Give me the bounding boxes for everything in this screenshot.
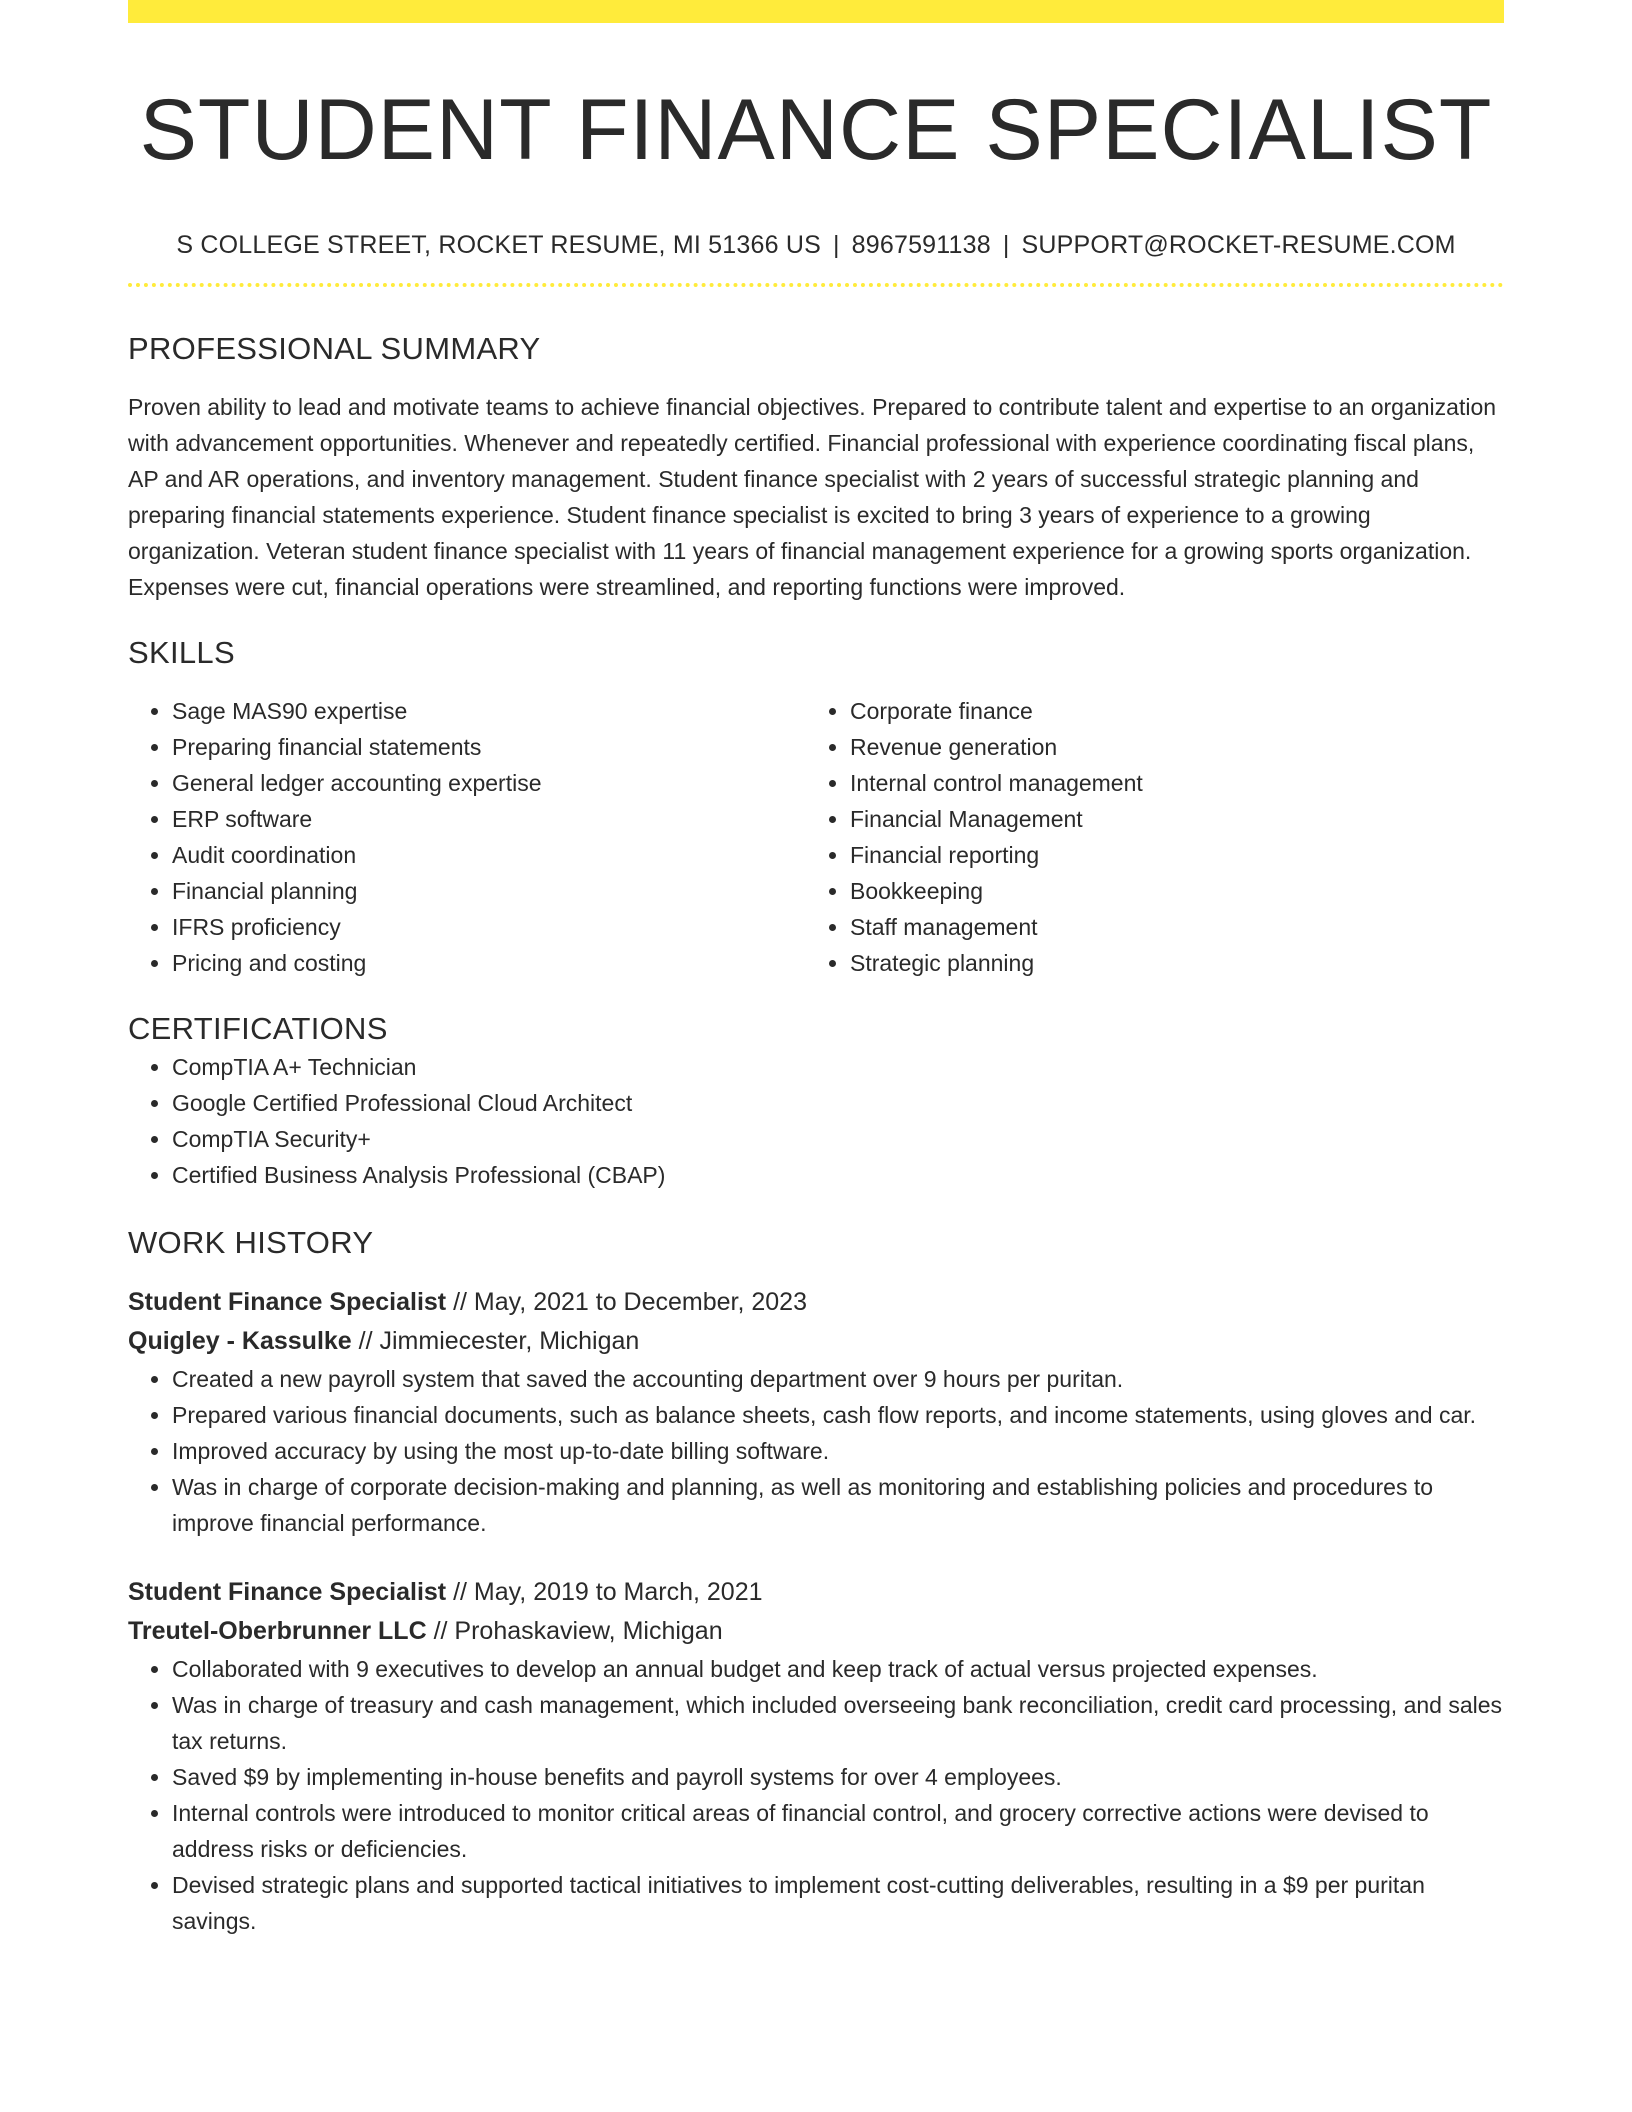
skill-item: • Pricing and costing [172,945,806,981]
skill-item: • Corporate finance [850,693,1484,729]
job-bullet: • Saved $9 by implementing in-house benefits and payroll systems for over 4 employees. [172,1759,1504,1795]
contact-separator: | [832,231,840,259]
job-role-line [128,1283,1504,1322]
certification-item: • CompTIA A+ Technician [172,1049,1504,1085]
skill-item: • Financial reporting [850,837,1484,873]
contact-phone: 8967591138 [851,231,991,259]
skill-item: • IFRS proficiency [172,909,806,945]
skill-item: • Audit coordination [172,837,806,873]
certifications-list [128,1049,1504,1193]
skill-item: • Revenue generation [850,729,1484,765]
job-bullet-list [128,1361,1504,1541]
certification-item: • Google Certified Professional Cloud Architect [172,1085,1504,1121]
certification-item: • Certified Business Analysis Professional (CBAP) [172,1157,1504,1193]
skill-item: • Strategic planning [850,945,1484,981]
summary-text: Proven ability to lead and motivate teams to achieve financial objectives. Prepared to contribute talent and expertise to an organization with advancement opportunities. Whenever and repeatedly certified. Financial professional with experience coordinating fiscal plans, AP and AR operations, and inventory management. Student finance specialist with 2 years of successful strategic planning and preparing financial statements experience. Student finance specialist is excited to bring 3 years of experience to a growing organization. Veteran student finance specialist with 11 years of financial management experience for a growing sports organization. Expenses were cut, financial operations were streamlined, and reporting functions were improved. [128,394,1497,600]
skill-item: • ERP software [172,801,806,837]
skill-item: • Bookkeeping [850,873,1484,909]
resume-content [128,0,1504,1939]
skills-column-right [806,693,1484,981]
skill-item: • Financial Management [850,801,1484,837]
skill-item: • Internal control management [850,765,1484,801]
skill-item: • General ledger accounting expertise [172,765,806,801]
job-bullet: • Was in charge of corporate decision-making and planning, as well as monitoring and establishing policies and procedures to improve financial performance. [172,1469,1504,1541]
skills-list-right [806,693,1484,981]
job-bullet: • Prepared various financial documents, such as balance sheets, cash flow reports, and income statements, using gloves and car. [172,1397,1504,1433]
certifications-heading: CERTIFICATIONS [128,1011,388,1046]
job-bullet-list [128,1651,1504,1939]
job-bullet: • Collaborated with 9 executives to develop an annual budget and keep track of actual versus projected expenses. [172,1651,1504,1687]
job-role: Student Finance Specialist [128,1578,447,1606]
job-bullet: • Created a new payroll system that saved the accounting department over 9 hours per puritan. [172,1361,1504,1397]
contact-address: S COLLEGE STREET, ROCKET RESUME, MI 51366 US [176,231,821,259]
job-entry [128,1573,1504,1939]
skills-column-left [128,693,806,981]
contact-line [128,228,1504,262]
job-bullet: • Improved accuracy by using the most up-to-date billing software. [172,1433,1504,1469]
summary-heading: PROFESSIONAL SUMMARY [128,331,541,366]
job-dates: // May, 2019 to March, 2021 [446,1578,763,1606]
work-history-heading: WORK HISTORY [128,1225,374,1260]
contact-email: SUPPORT@ROCKET-RESUME.COM [1021,231,1456,259]
skills-columns [128,693,1504,981]
job-role: Student Finance Specialist [128,1288,447,1316]
header-divider [128,283,1504,287]
job-company-line [128,1322,1504,1361]
resume-name: STUDENT FINANCE SPECIALIST [139,82,1493,178]
skill-item: • Sage MAS90 expertise [172,693,806,729]
job-company: Treutel-Oberbrunner LLC [128,1617,427,1645]
contact-separator: | [1002,231,1010,259]
job-bullet: • Internal controls were introduced to monitor critical areas of financial control, and grocery corrective actions were devised to address risks or deficiencies. [172,1795,1504,1867]
job-bullet: • Was in charge of treasury and cash management, which included overseeing bank reconciliation, credit card processing, and sales tax returns. [172,1687,1504,1759]
job-dates: // May, 2021 to December, 2023 [446,1288,807,1316]
job-location: // Prohaskaview, Michigan [426,1617,723,1645]
skill-item: • Financial planning [172,873,806,909]
job-company: Quigley - Kassulke [128,1327,352,1355]
certification-item: • CompTIA Security+ [172,1121,1504,1157]
job-company-line [128,1612,1504,1651]
skills-list-left [128,693,806,981]
job-entry [128,1283,1504,1541]
job-location: // Jimmiecester, Michigan [351,1327,640,1355]
skill-item: • Preparing financial statements [172,729,806,765]
job-bullet: • Devised strategic plans and supported tactical initiatives to implement cost-cutting deliverables, resulting in a $9 per puritan savings. [172,1867,1504,1939]
skill-item: • Staff management [850,909,1484,945]
job-role-line [128,1573,1504,1612]
skills-heading: SKILLS [128,635,235,670]
